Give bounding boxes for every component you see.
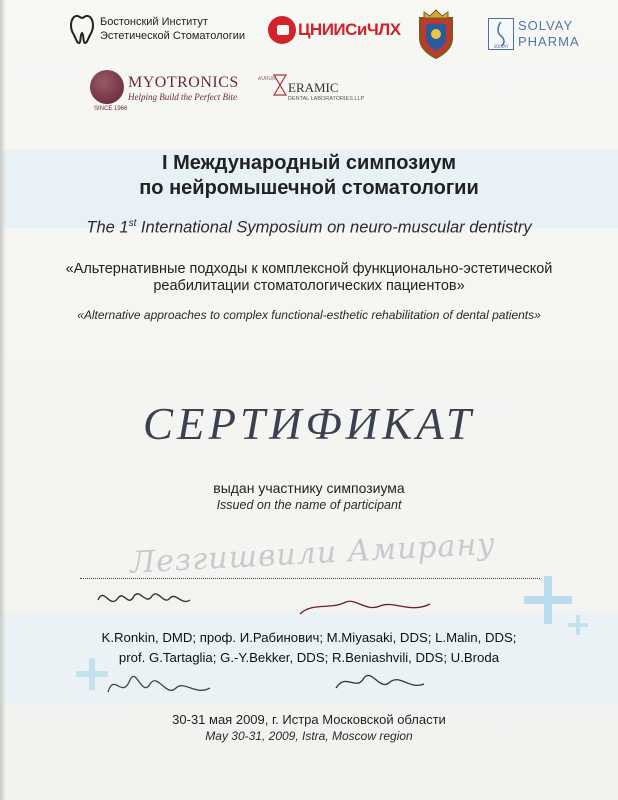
signature-2 [300, 601, 430, 614]
signature-1 [98, 594, 190, 602]
issued-en: Issued on the name of participant [216, 498, 402, 512]
ceramic-name: ERAMIC [288, 80, 339, 95]
signature-4 [336, 676, 424, 688]
myotronics-logo [90, 68, 240, 116]
myotronics-since: SINCE 1966 [94, 106, 128, 112]
aurum-ceramic-logo [258, 72, 388, 108]
date-en: May 30-31, 2009, Istra, Moscow region [205, 729, 413, 743]
myotronics-name: MYOTRONICS [128, 74, 239, 91]
title-en-post: International Symposium on neuro-muscular dentistry [136, 218, 532, 237]
date-ru: 30-31 мая 2009, г. Истра Московской области [172, 712, 446, 727]
solvay-logo-line1: SOLVAY [518, 18, 574, 33]
cnii-mark-icon [268, 16, 296, 44]
hourglass-icon [272, 74, 288, 96]
tooth-mark-icon [68, 13, 96, 45]
cnii-logo-text: ЦНИИСиЧЛХ [298, 20, 401, 39]
svg-text:SOLVAY: SOLVAY [493, 44, 509, 49]
title-ru-line1: I Международный симпозиум [161, 152, 457, 174]
title-en [0, 218, 618, 238]
subtitle-ru [0, 261, 618, 295]
subtitle-ru-line2: реабилитации стоматологических пациентов» [153, 278, 465, 294]
solvay-pharma-logo [488, 18, 600, 52]
title-ru-line2: по нейромышечной стоматологии [139, 177, 479, 199]
coat-of-arms-icon [414, 8, 458, 60]
title-en-sup: st [128, 218, 137, 229]
ceramic-sub: DENTAL LABORATORIES LLP [288, 96, 365, 102]
boston-institute-logo [62, 10, 262, 48]
ceramic-prefix: AURUM [258, 76, 277, 82]
solvay-mark-icon [488, 18, 514, 50]
solvay-logo-line2: PHARMA [518, 34, 580, 49]
faculty-line2: prof. G.Tartaglia; G.-Y.Bekker, DDS; R.Beniashvili, DDS; U.Broda [118, 650, 500, 665]
issued-ru: выдан участнику симпозиума [213, 480, 405, 496]
signature-3 [108, 676, 210, 692]
myotronics-globe-icon [90, 70, 124, 104]
coat-of-arms-logo [414, 8, 458, 60]
faculty-line1: K.Ronkin, DMD; проф. И.Рабинович; M.Miyasaki, DDS; L.Malin, DDS; [101, 630, 517, 645]
subtitle-en: «Alternative approaches to complex functional-esthetic rehabilitation of dental patients» [77, 308, 541, 322]
myotronics-tagline: Helping Build the Perfect Bite [128, 92, 237, 102]
boston-logo-line2: Эстетической Стоматологии [100, 30, 246, 42]
cnii-logo [268, 14, 401, 48]
certificate-heading: СЕРТИФИКАТ [143, 399, 475, 449]
boston-logo-line1: Бостонский Институт [100, 16, 208, 28]
participant-dotted-line [80, 578, 540, 579]
participant-name-handwritten: Лезгишвили Амирану [129, 526, 497, 581]
title-en-pre: The 1 [86, 218, 129, 237]
subtitle-ru-line1: «Альтернативные подходы к комплексной функционально-эстетической [65, 261, 553, 277]
